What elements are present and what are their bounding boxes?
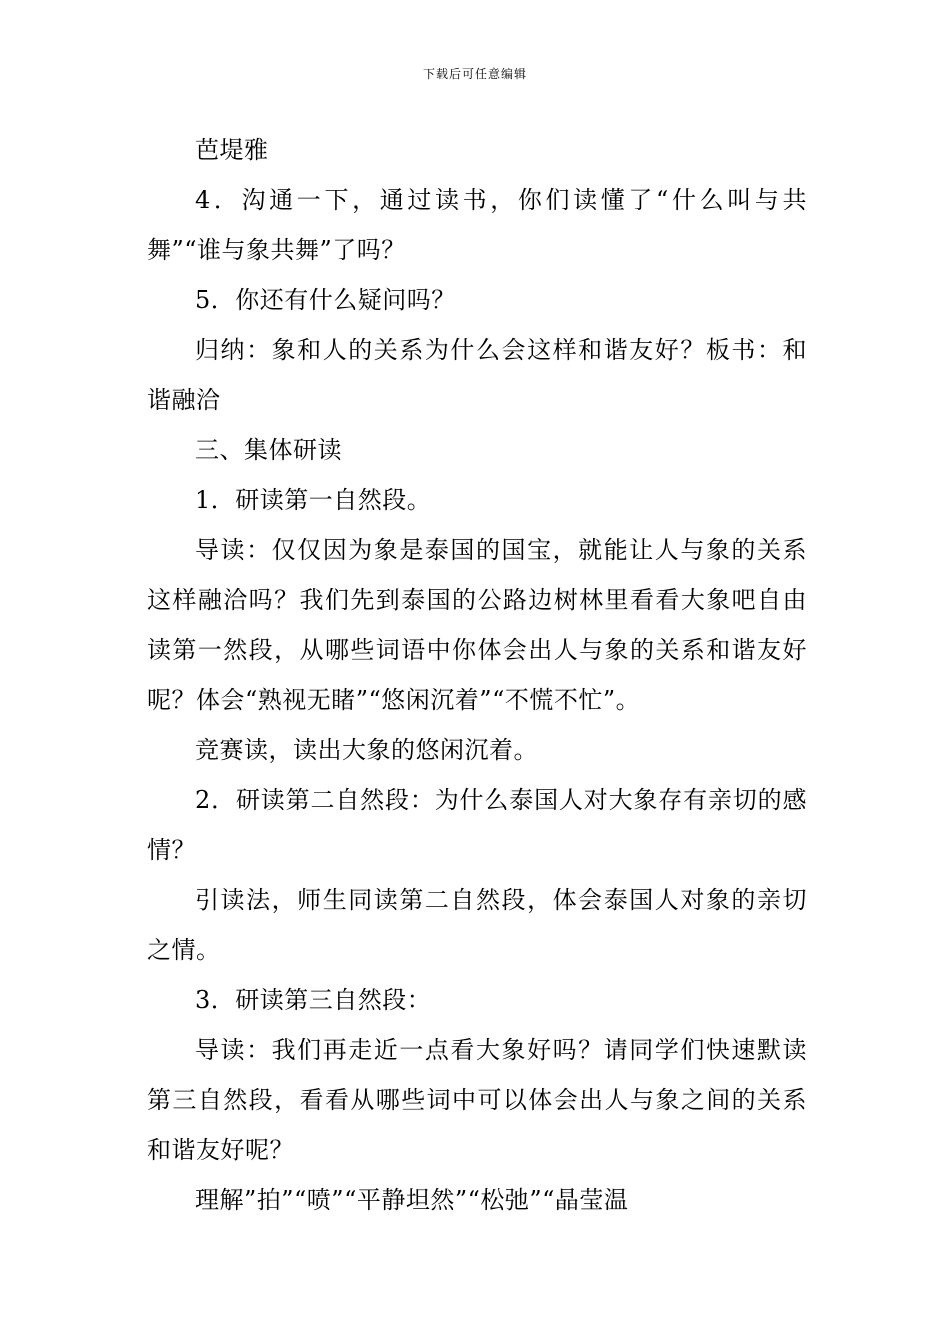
paragraph: 4．沟通一下，通过读书，你们读懂了“什么叫与共舞”“谁与象共舞”了吗？ bbox=[147, 186, 807, 264]
paragraph: 3．研读第三自然段： bbox=[195, 986, 432, 1014]
paragraph: 1．研读第一自然段。 bbox=[195, 486, 432, 514]
paragraph: 导读：仅仅因为象是泰国的国宝，就能让人与象的关系这样融洽吗？我们先到泰国的公路边树林里看看大象吧自由读第一然段，从哪些词语中你体会出人与象的关系和谐友好呢？体会“熟视无睹”“悠闲沉着”“不慌不忙”。 bbox=[147, 536, 807, 714]
paragraph: 竞赛读，读出大象的悠闲沉着。 bbox=[195, 736, 538, 764]
paragraph: 2．研读第二自然段：为什么泰国人对大象存有亲切的感情？ bbox=[147, 786, 807, 864]
document-body bbox=[147, 125, 807, 1225]
paragraph: 归纳：象和人的关系为什么会这样和谐友好？板书：和谐融洽 bbox=[147, 336, 807, 414]
paragraph: 芭堤雅 bbox=[195, 136, 269, 164]
paragraph: 5．你还有什么疑问吗？ bbox=[195, 286, 456, 314]
paragraph: 引读法，师生同读第二自然段，体会泰国人对象的亲切之情。 bbox=[147, 886, 807, 964]
paragraph: 理解”拍”“喷”“平静坦然”“松弛”“晶莹温 bbox=[195, 1186, 629, 1214]
paragraph: 导读：我们再走近一点看大象好吗？请同学们快速默读第三自然段，看看从哪些词中可以体会出人与象之间的关系和谐友好呢？ bbox=[147, 1036, 807, 1164]
section-heading: 三、集体研读 bbox=[195, 436, 342, 464]
page-header: 下载后可任意编辑 bbox=[422, 67, 527, 81]
